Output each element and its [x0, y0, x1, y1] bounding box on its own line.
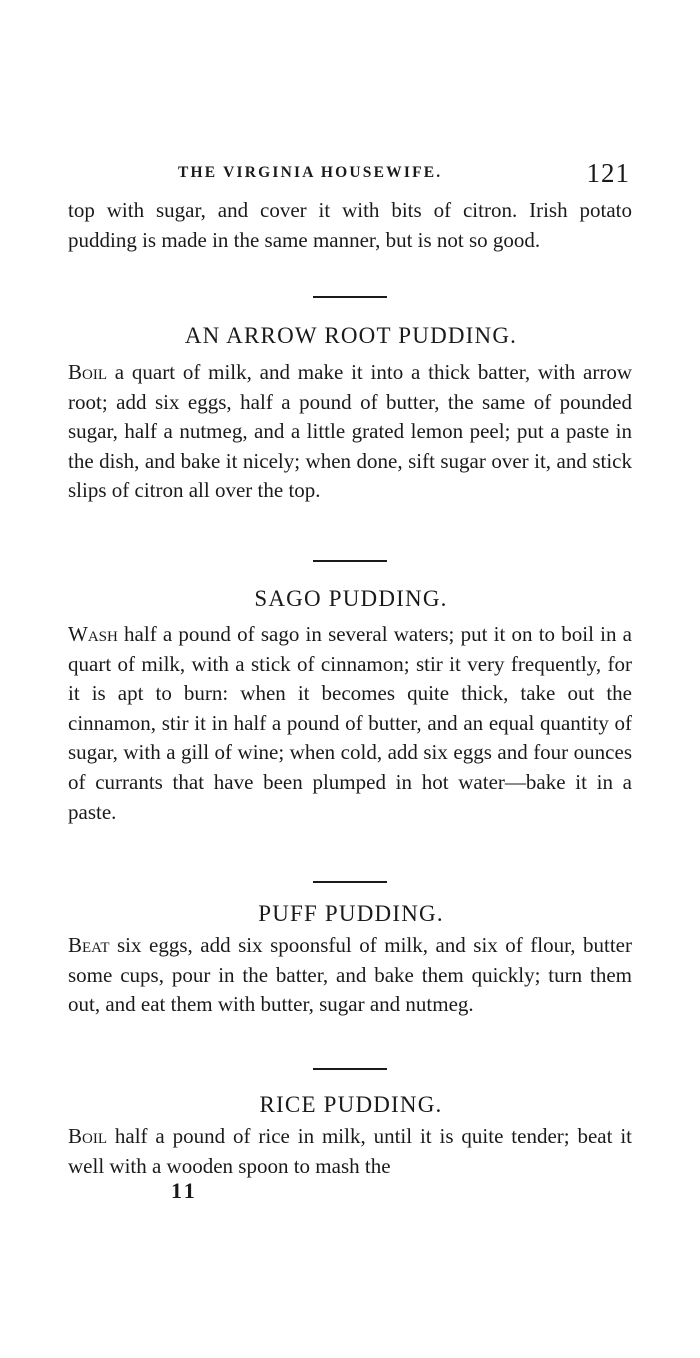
section-rule [313, 296, 387, 298]
section-rule [313, 560, 387, 562]
running-head [68, 158, 634, 192]
recipe-body: six eggs, add six spoonsful of milk, and six of flour, butter some cups, pour in the batter, and bake them quickly; turn them out, and eat them with butter, sugar and nutmeg. [68, 933, 632, 1017]
recipe-body: half a pound of rice in milk, until it is quite tender; beat it well with a wooden spoon to mash the [68, 1124, 632, 1178]
recipe-paragraph [68, 358, 632, 506]
recipe-lead-word: Boil [68, 1124, 107, 1148]
recipe-title: SAGO PUDDING. [254, 586, 448, 611]
recipe-lead-word: Wash [68, 622, 118, 646]
section-rule [313, 1068, 387, 1070]
recipe-body: half a pound of sago in several waters; put it on to boil in a quart of milk, with a stick of cinnamon; stir it very frequently, for it is apt to burn: when it becomes quite thick, take out the cinnamon, stir it in half a pound of butter, and an equal quantity of sugar, with a gill of wine; when cold, add six eggs and four ounces of currants that have been plumped in hot water—bake it in a paste. [68, 622, 632, 824]
recipe-lead-word: Boil [68, 360, 107, 384]
signature-mark: 11 [171, 1178, 198, 1203]
recipe-paragraph [68, 620, 632, 827]
recipe-paragraph [68, 931, 632, 1020]
recipe-title: PUFF PUDDING. [258, 901, 444, 926]
recipe-title: AN ARROW ROOT PUDDING. [184, 323, 518, 348]
recipe-title: RICE PUDDING. [259, 1092, 443, 1117]
page-number: 121 [586, 158, 630, 188]
running-title: THE VIRGINIA HOUSEWIFE. [178, 164, 443, 181]
recipe-body: a quart of milk, and make it into a thick batter, with arrow root; add six eggs, half a pound of butter, the same of pounded sugar, half a nutmeg, and a little grated lemon peel; put a paste in the dish, and bake it nicely; when done, sift sugar over it, and stick slips of citron all over the top. [68, 360, 632, 503]
recipe-paragraph [68, 1122, 632, 1181]
continuation-paragraph: top with sugar, and cover it with bits of citron. Irish potato pudding is made in the same manner, but is not so good. [68, 198, 632, 252]
section-rule [313, 881, 387, 883]
recipe-lead-word: Beat [68, 933, 110, 957]
